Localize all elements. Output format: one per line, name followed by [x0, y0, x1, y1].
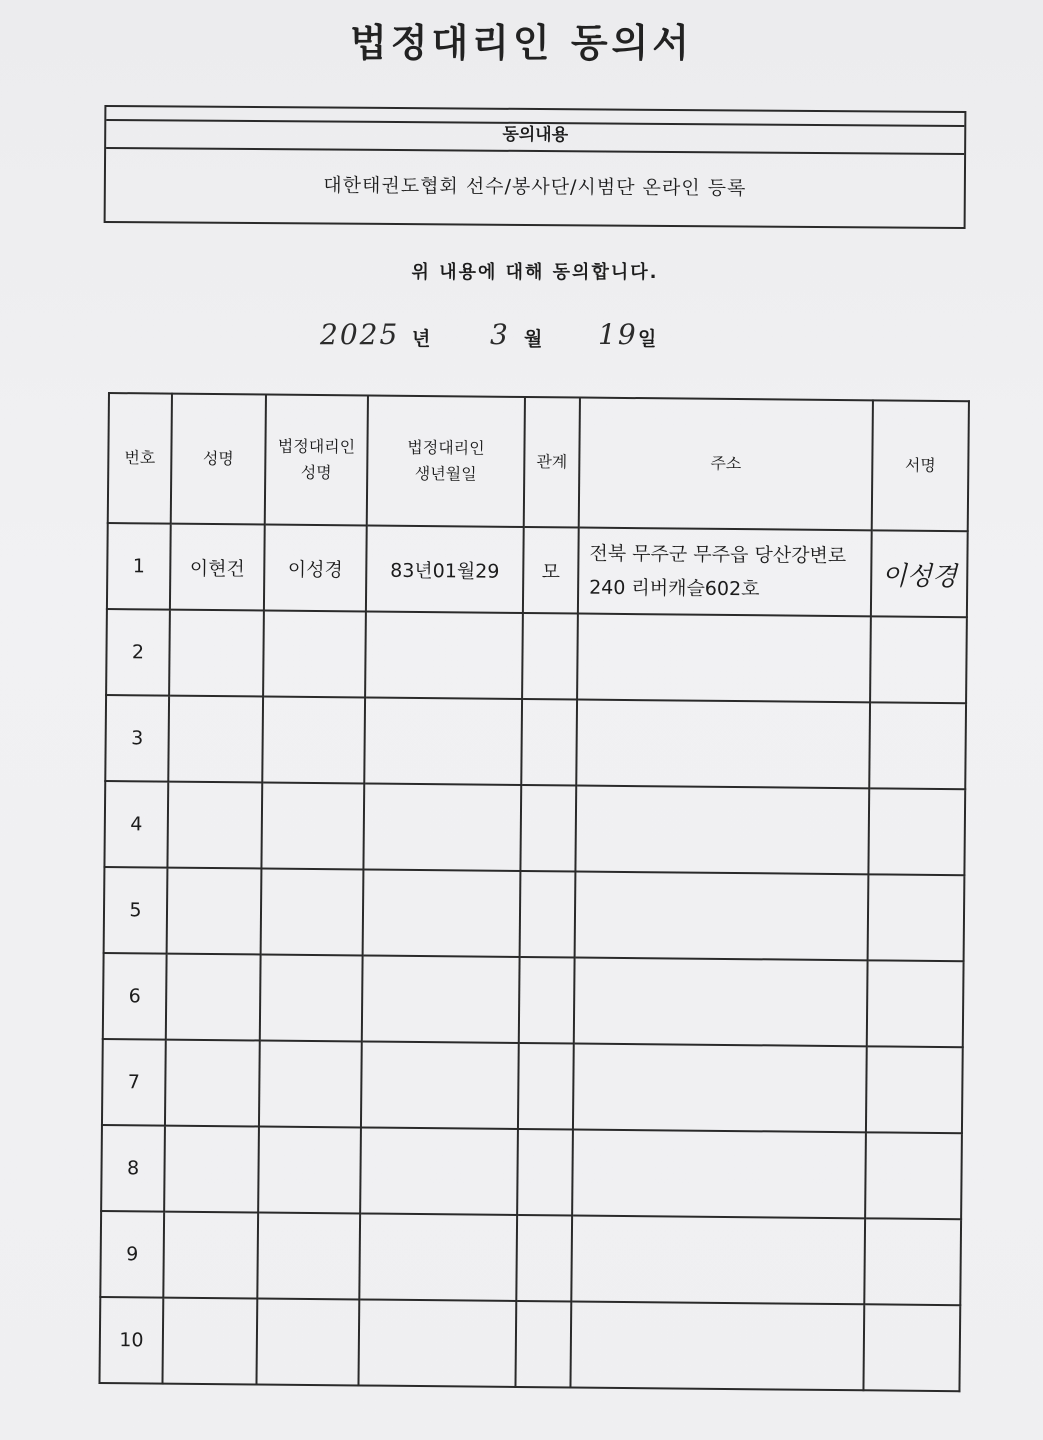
cell-relation: [520, 871, 576, 958]
cell-address: [574, 958, 868, 1047]
table-row: [105, 695, 966, 789]
table-header-row: [108, 393, 969, 531]
cell-guardian-birth: [360, 1127, 518, 1215]
cell-signature: [867, 960, 964, 1047]
table-row: [102, 1039, 963, 1133]
cell-address: [571, 1215, 865, 1304]
cell-signature: [866, 1046, 963, 1133]
date-year-label-wrap: [412, 324, 430, 351]
header-name: 성명: [171, 394, 266, 525]
cell-address: [573, 1044, 867, 1133]
cell-no: 2: [106, 609, 170, 696]
cell-guardian-birth: [359, 1213, 517, 1301]
header-address: 주소: [579, 398, 873, 531]
table-row: [104, 867, 965, 961]
cell-guardian-birth: [365, 611, 523, 699]
cell-guardian-birth: [364, 697, 522, 785]
cell-signature: [870, 616, 967, 703]
cell-guardian-name: [263, 611, 366, 698]
cell-no: 10: [99, 1297, 163, 1384]
consent-content: 대한태권도협회 선수/봉사단/시범단 온라인 등록: [323, 174, 747, 200]
header-guardian-birth: 법정대리인 생년월일: [367, 395, 525, 527]
table-body: [99, 523, 967, 1391]
date-month: [490, 318, 510, 351]
table-row: [101, 1125, 962, 1219]
cell-name: 이현건: [170, 524, 265, 611]
cell-no: 3: [105, 695, 169, 782]
cell-signature: [865, 1132, 962, 1219]
cell-address: [575, 786, 869, 875]
date-day-value: 19: [598, 318, 638, 351]
cell-guardian-birth: 83년01월29: [366, 525, 524, 613]
cell-name: [162, 1298, 257, 1385]
cell-signature: [863, 1304, 960, 1391]
cell-name: [164, 1126, 259, 1213]
cell-guardian-birth: [361, 1041, 519, 1129]
cell-signature: [868, 874, 965, 961]
cell-guardian-name: [260, 954, 363, 1041]
cell-address: [570, 1301, 864, 1390]
cell-address: [576, 700, 870, 789]
consent-box: [104, 105, 967, 229]
table-row: [103, 953, 964, 1047]
table-row: [100, 1211, 961, 1305]
cell-name: [163, 1212, 258, 1299]
agreement-statement: 위 내용에 대해 동의합니다.: [411, 262, 659, 283]
cell-signature: [868, 788, 965, 875]
cell-guardian-name: [262, 697, 365, 784]
date-day: [598, 318, 638, 351]
cell-relation: 모: [523, 527, 579, 614]
header-guardian-name: 법정대리인 성명: [265, 395, 368, 526]
cell-relation: [522, 613, 578, 700]
date-year-value: 2025: [320, 318, 400, 351]
cell-no: 4: [104, 781, 168, 868]
consent-header: 동의내용: [106, 119, 964, 155]
date-day-label-wrap: [638, 324, 656, 351]
table-row: [106, 609, 967, 703]
cell-guardian-name: [259, 1040, 362, 1127]
cell-relation: [519, 957, 575, 1044]
cell-address: [577, 614, 871, 703]
cell-no: 7: [102, 1039, 166, 1126]
cell-signature: 이성경: [871, 530, 968, 617]
cell-name: [168, 696, 263, 783]
cell-guardian-birth: [363, 869, 521, 957]
cell-address: [572, 1129, 866, 1218]
guardian-table-wrap: [99, 392, 968, 1372]
table-row: [107, 523, 968, 617]
cell-address: [575, 872, 869, 961]
cell-no: 1: [107, 523, 171, 610]
cell-no: 6: [103, 953, 167, 1040]
cell-guardian-name: [257, 1212, 360, 1299]
cell-name: [169, 610, 264, 697]
cell-address: 전북 무주군 무주읍 당산강변로240 리버캐슬602호: [578, 528, 872, 617]
date-month-label-wrap: [524, 324, 542, 351]
cell-name: [165, 1040, 260, 1127]
cell-relation: [520, 785, 576, 872]
date-month-label: 월: [524, 328, 543, 350]
cell-relation: [517, 1129, 573, 1216]
guardian-table: [98, 392, 969, 1392]
cell-signature: [864, 1218, 961, 1305]
cell-guardian-name: [261, 782, 364, 869]
cell-relation: [515, 1301, 571, 1388]
cell-guardian-name: 이성경: [264, 525, 367, 612]
table-row: [104, 781, 965, 875]
date-day-label: 일: [638, 328, 657, 350]
cell-no: 8: [101, 1125, 165, 1212]
cell-guardian-name: [261, 868, 364, 955]
cell-guardian-name: [256, 1298, 359, 1385]
cell-guardian-name: [258, 1126, 361, 1213]
cell-no: 5: [104, 867, 168, 954]
table-row: [99, 1297, 960, 1391]
header-signature: 서명: [872, 400, 969, 531]
header-no: 번호: [108, 393, 172, 524]
cell-name: [167, 868, 262, 955]
document-title: 법정대리인 동의서: [350, 21, 693, 65]
cell-guardian-birth: [363, 783, 521, 871]
cell-name: [167, 782, 262, 869]
cell-name: [166, 954, 261, 1041]
date-year: [320, 318, 399, 351]
header-relation: 관계: [524, 397, 580, 528]
cell-relation: [521, 699, 577, 786]
cell-signature: [869, 702, 966, 789]
cell-guardian-birth: [362, 955, 520, 1043]
cell-guardian-birth: [358, 1299, 516, 1387]
cell-relation: [518, 1043, 574, 1130]
date-year-label: 년: [412, 328, 431, 350]
date-month-value: 3: [490, 318, 510, 351]
cell-relation: [516, 1215, 572, 1302]
cell-no: 9: [100, 1211, 164, 1298]
